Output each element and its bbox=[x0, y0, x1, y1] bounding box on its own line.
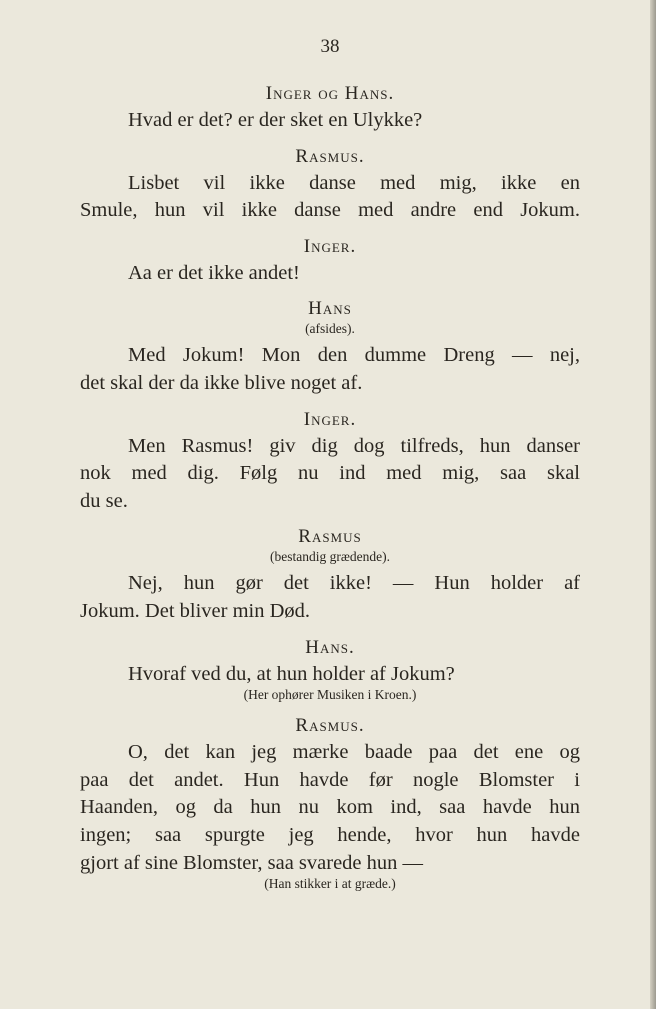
dialogue-line: gjort af sine Blomster, saa svarede hun — bbox=[80, 851, 424, 874]
speaker-heading: Inger. bbox=[303, 235, 357, 257]
speaker-heading: Hans. bbox=[305, 636, 355, 658]
speaker-heading: Inger. bbox=[303, 408, 357, 430]
dialogue-line: Nej, hun gør det ikke! — Hun holder af bbox=[128, 572, 580, 595]
dialogue-line: Aa er det ikke andet! bbox=[128, 261, 300, 284]
dialogue-line: Smule, hun vil ikke danse med andre end Jokum. bbox=[80, 199, 580, 222]
dialogue-line: det skal der da ikke blive noget af. bbox=[80, 371, 363, 394]
dialogue-line: O, det kan jeg mærke baade paa det ene og bbox=[128, 741, 580, 764]
dialogue-line: Jokum. Det bliver min Død. bbox=[80, 599, 311, 622]
dialogue-line: paa det andet. Hun havde før nogle Blomster i bbox=[80, 768, 580, 791]
page-number: 38 bbox=[320, 36, 340, 57]
dialogue-line: ingen; saa spurgte jeg hende, hvor hun havde bbox=[80, 823, 580, 846]
page-edge bbox=[650, 0, 656, 1009]
speaker-heading: Rasmus. bbox=[295, 145, 365, 167]
speaker-heading: Inger og Hans. bbox=[265, 83, 395, 104]
dialogue-line: du se. bbox=[80, 489, 128, 512]
stage-direction: (Han stikker i at græde.) bbox=[264, 876, 396, 892]
stage-direction: (afsides). bbox=[305, 321, 355, 337]
dialogue-line: Med Jokum! Mon den dumme Dreng — nej, bbox=[128, 344, 580, 367]
dialogue-line: nok med dig. Følg nu ind med mig, saa skal bbox=[80, 462, 580, 485]
dialogue-line: Hvad er det? er der sket en Ulykke? bbox=[128, 109, 423, 131]
dialogue-line: Haanden, og da hun nu kom ind, saa havde hun bbox=[80, 796, 580, 819]
speaker-heading: Hans bbox=[308, 298, 352, 320]
dialogue-line: Lisbet vil ikke danse med mig, ikke en bbox=[128, 171, 580, 194]
speaker-heading: Rasmus bbox=[298, 526, 362, 548]
dialogue-line: Hvoraf ved du, at hun holder af Jokum? bbox=[128, 662, 455, 685]
stage-direction: (bestandig grædende). bbox=[270, 549, 390, 565]
speaker-heading: Rasmus. bbox=[295, 715, 365, 737]
dialogue-line: Men Rasmus! giv dig dog tilfreds, hun danser bbox=[128, 434, 580, 457]
page-text bbox=[80, 36, 580, 897]
stage-direction: (Her ophører Musiken i Kroen.) bbox=[243, 687, 417, 703]
